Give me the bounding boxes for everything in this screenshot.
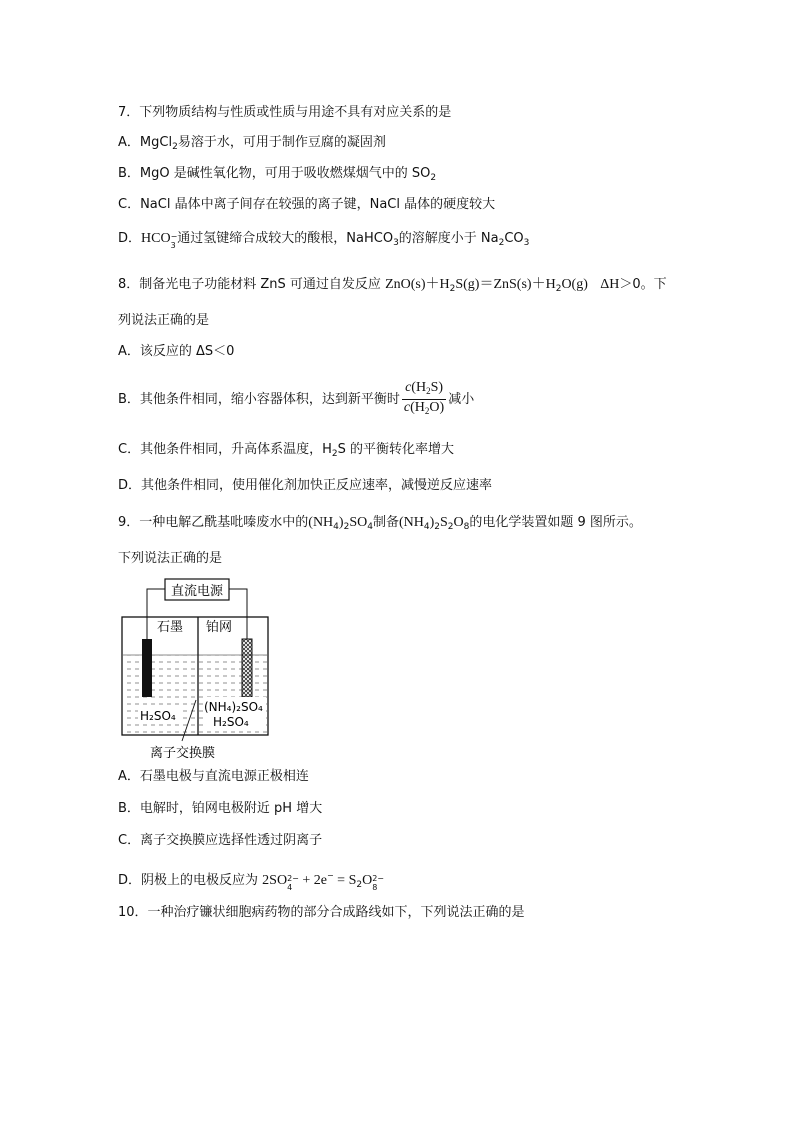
q9-option-a: A．石墨电极与直流电源正极相连 bbox=[118, 769, 309, 784]
electrolysis-diagram bbox=[118, 575, 278, 765]
graphite-electrode bbox=[142, 639, 152, 697]
right-solution-label-1: (NH₄)₂SO₄ bbox=[204, 700, 263, 714]
platinum-label: 铂网 bbox=[206, 620, 233, 635]
q8-option-b: B．其他条件相同，缩小容器体积，达到新平衡时 $\frac{c(H_2S)}{c(H_2O)}$ 减小 bbox=[118, 380, 474, 419]
q7-option-c: C．NaCl 晶体中离子间存在较强的离子键，NaCl 晶体的硬度较大 bbox=[118, 197, 496, 212]
power-supply-label: 直流电源 bbox=[170, 584, 224, 599]
membrane-label: 离子交换膜 bbox=[150, 746, 216, 761]
q8-stem-line1: 8．制备光电子功能材料 ZnS 可通过自发反应 $ZnO(s)+H_2S(g)=ZnS(s)+H_2O(g)$ ΔH＞0。下 bbox=[118, 277, 667, 294]
left-solution-label: H₂SO₄ bbox=[140, 709, 176, 723]
platinum-mesh-electrode bbox=[242, 639, 252, 697]
right-solution-label-2: H₂SO₄ bbox=[213, 715, 249, 729]
q9-stem-line1: 9．一种电解乙酰基吡嗪废水中的$(NH_4)_2SO_4$制备$(NH_4)_2S_2O_8$的电化学装置如题 9 图所示。 bbox=[118, 515, 642, 532]
q9-option-b: B．电解时，铂网电极附近 pH 增大 bbox=[118, 801, 323, 816]
q7-option-b: B．MgO 是碱性氧化物，可用于吸收燃煤烟气中的 $SO_2$ bbox=[118, 166, 437, 183]
q8-option-d: D．其他条件相同，使用催化剂加快正反应速率，减慢逆反应速率 bbox=[118, 478, 493, 493]
q10-stem: 10．一种治疗镰状细胞病药物的部分合成路线如下，下列说法正确的是 bbox=[118, 905, 525, 920]
q7-option-a: A．MgCl$_2$易溶于水，可用于制作豆腐的凝固剂 bbox=[118, 135, 386, 152]
q9-stem-line2: 下列说法正确的是 bbox=[118, 551, 223, 566]
graphite-label: 石墨 bbox=[157, 620, 184, 635]
q9-option-c: C．离子交换膜应选择性透过阴离子 bbox=[118, 833, 323, 848]
concentration-ratio-fraction: $\frac{c(H_2S)}{c(H_2O)}$ bbox=[403, 380, 445, 416]
q7-stem: 7．下列物质结构与性质或性质与用途不具有对应关系的是 bbox=[118, 105, 452, 120]
q7-option-d: D．HCO − 3 通过氢键缔合成较大的酸根，NaHCO$_3$的溶解度小于 $Na_2CO_3$ bbox=[118, 231, 530, 250]
q9-option-d: D．阴极上的电极反应为 2SO 2− 4 + $2e^- = S_2O$ 2− 8 bbox=[118, 871, 385, 892]
q8-option-c: C．其他条件相同，升高体系温度，$H_2S$ 的平衡转化率增大 bbox=[118, 442, 454, 459]
q8-stem-line2: 列说法正确的是 bbox=[118, 313, 210, 328]
q8-option-a: A．该反应的 ΔS＜0 bbox=[118, 344, 235, 359]
